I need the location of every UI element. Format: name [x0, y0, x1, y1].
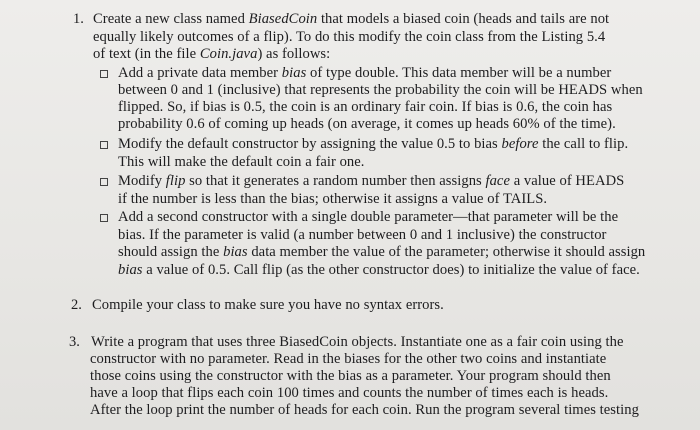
text-line: Write a program that uses three BiasedCoin objects. Instantiate one as a fair coin using the — [91, 334, 624, 350]
text-line: equally likely outcomes of a flip). To do this modify the coin class from the Listing 5.4 — [93, 29, 606, 45]
checkbox-bullet-icon — [100, 70, 108, 78]
text-line: Compile your class to make sure you have no syntax errors. — [92, 297, 444, 313]
text-line: should assign the bias data member the value of the parameter; otherwise it should assign — [118, 244, 646, 260]
text-line: Modify the default constructor by assigning the value 0.5 to bias before the call to flip. — [118, 136, 629, 152]
text-line: This will make the default coin a fair one. — [118, 154, 365, 170]
text-line: Create a new class named BiasedCoin that models a biased coin (heads and tails are not — [93, 11, 610, 27]
checkbox-bullet-icon — [100, 141, 108, 149]
text-line: constructor with no parameter. Read in the biases for the other two coins and instantiate — [90, 351, 607, 367]
text-line: have a loop that flips each coin 100 times and counts the number of times each is heads. — [90, 385, 609, 401]
text-line: of text (in the file Coin.java) as follows: — [93, 46, 331, 62]
text-line: if the number is less than the bias; otherwise it assigns a value of TAILS. — [118, 191, 548, 207]
text-line: After the loop print the number of heads for each coin. Run the program several times testing — [90, 402, 639, 418]
text-line: between 0 and 1 (inclusive) that represents the probability the coin will be HEADS when — [118, 82, 643, 98]
text-line: those coins using the constructor with the bias as a parameter. Your program should then — [90, 368, 611, 384]
text-line: Add a private data member bias of type double. This data member will be a number — [118, 65, 612, 81]
text-line: bias a value of 0.5. Call flip (as the other constructor does) to initialize the value of face. — [118, 262, 640, 278]
item-number: 1. — [73, 11, 84, 27]
text-line: Modify flip so that it generates a random number then assigns face a value of HEADS — [118, 173, 625, 189]
text-line: flipped. So, if bias is 0.5, the coin is an ordinary fair coin. If bias is 0.6, the coin has — [118, 99, 613, 115]
checkbox-bullet-icon — [100, 178, 108, 186]
text-line: bias. If the parameter is valid (a number between 0 and 1 inclusive) the constructor — [118, 227, 607, 243]
text-line: probability 0.6 of coming up heads (on average, it comes up heads 60% of the time). — [118, 116, 616, 132]
text-line: Add a second constructor with a single double parameter—that parameter will be the — [118, 209, 619, 225]
item-number: 2. — [71, 297, 82, 313]
checkbox-bullet-icon — [100, 214, 108, 222]
item-number: 3. — [69, 334, 80, 350]
